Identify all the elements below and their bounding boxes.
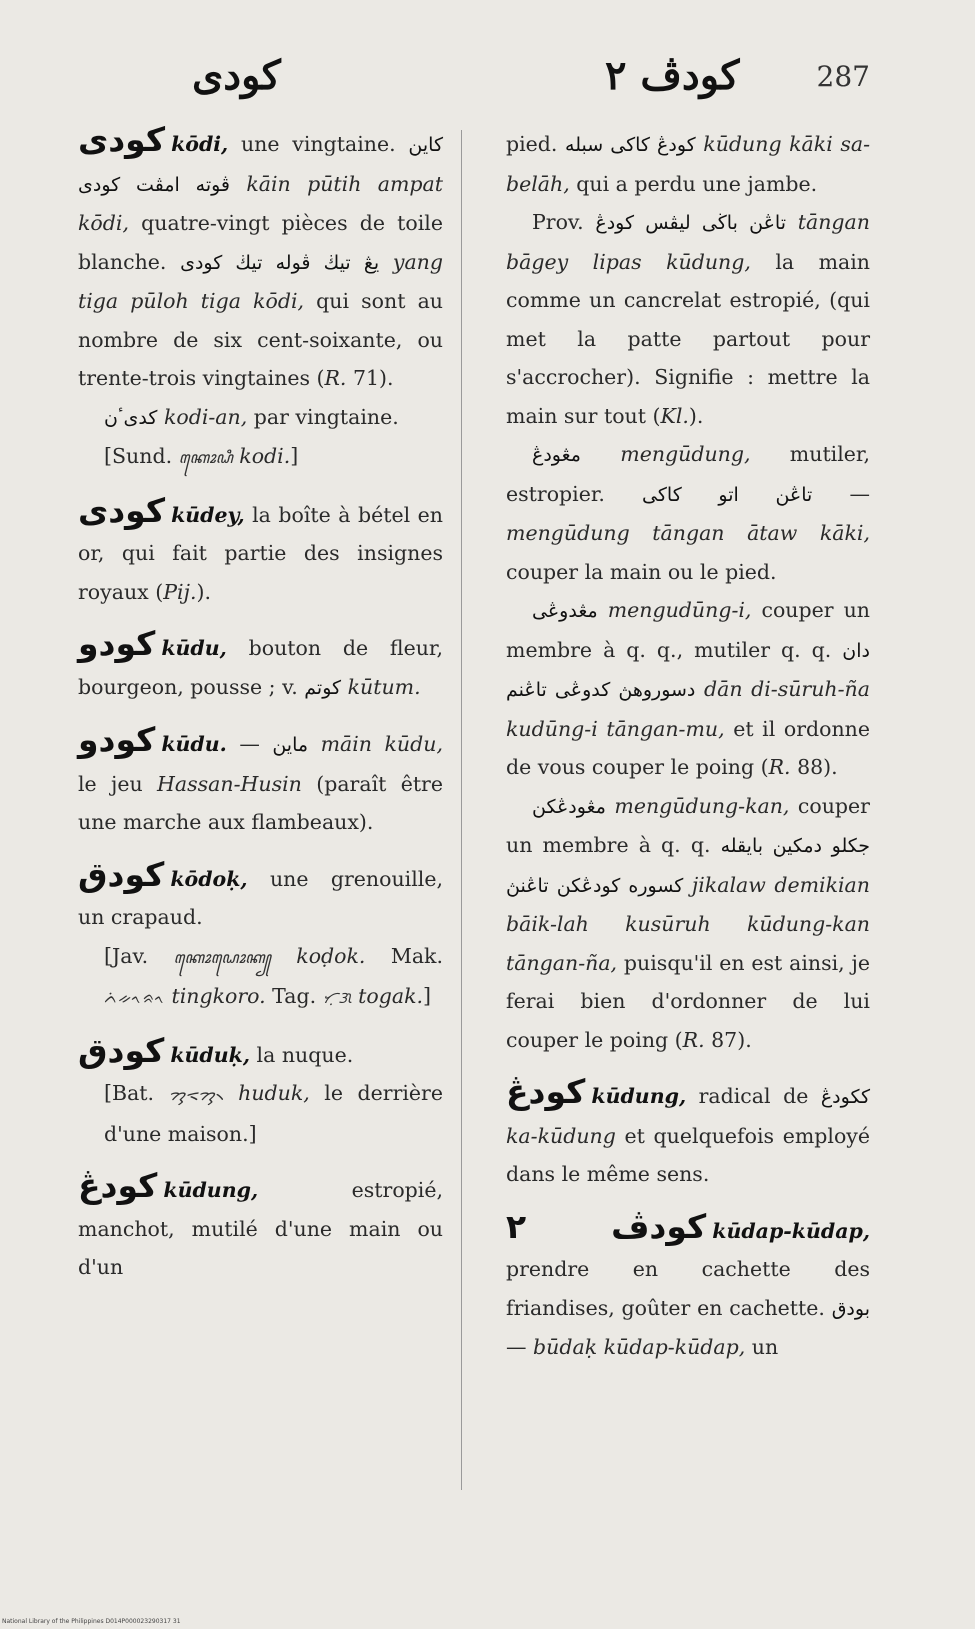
transliteration: mengūdung, [620,442,751,466]
page-number: 287 [816,60,870,93]
definition-end: 71). [346,366,394,390]
arabic-example: كودڠ كاكى سبله [565,134,696,156]
arabic-headword: كودى [78,490,166,530]
arabic-example: كدىٴن [104,406,158,429]
definition: la boîte à bétel en or, qui fait partie des insignes royaux ( [78,502,443,604]
arabic-example: ككودڠ [820,1086,870,1108]
definition: qui sont au nombre de six cent-soixante, ou trente-trois vingtaines ( [78,289,443,390]
entry-kodi [78,120,444,398]
transliteration: ka-kūdung [506,1123,616,1148]
entry-mengudung [506,435,870,591]
definition-end: ). [196,579,211,604]
transliteration: mengūdung-kan, [614,793,790,818]
note-label: Tag. [265,984,323,1008]
headword: kōdi, [171,132,229,156]
note-end: ] [290,444,299,468]
arabic-example: يڠ تيڬ ڤوله تيڬ كودى [180,251,380,274]
definition: une vingtaine. [228,132,409,156]
transliteration: kodi-an, [163,404,248,429]
cognate-note [78,1074,443,1153]
definition: — [226,732,273,756]
entry-kudap-kudap [506,1206,870,1367]
transliteration: togak. [358,984,424,1008]
arabic-headword: كودو [78,720,156,759]
arabic-example: دان دسوروهڽ كدوڠى تاڠنم [506,639,870,701]
definition: couper un membre à q. q. [506,793,870,857]
definition: qui a perdu une jambe. [569,171,818,196]
transliteration: kodi. [239,444,291,468]
cognate-note [78,437,443,478]
arabic-example: تاڠن اتو كاكى [642,483,813,506]
running-head-left: كودى [192,52,281,99]
definition: radical de [686,1084,821,1108]
source-ref: R. [324,366,347,390]
headword: kūdung, [163,1178,259,1202]
arabic-example: بودق [831,1297,870,1320]
entry-kuduk [78,1030,443,1075]
script-sample: ᨈᨗᨀᨚᨑᨚ [104,988,165,1007]
definition: couper un membre à q. q., mutiler q. q. [506,598,870,662]
arabic-headword: كودو [78,624,156,663]
definition: une grenouille, un crapaud. [78,866,443,929]
arabic-example: كوتم [304,676,342,699]
note-label: [Bat. [104,1081,169,1105]
entry-mengudung-kan [506,787,870,1060]
arabic-example: جكلو دمكين بايقله كسوره كودڠكن تاڠنڽ [506,835,870,897]
definition: la main comme un cancrelat estropié, (qui met la patte partout pour s'accrocher). Signifie : mettre la main sur tout ( [506,249,870,428]
script-sample: ꦏꦺꦴꦝꦶ [178,448,233,467]
definition: — [812,481,870,506]
headword: kūdey, [171,502,245,527]
definition: estropié, manchot, mutilé d'une main ou d'un [78,1178,443,1279]
transliteration: dān di-sūruh-ña kudūng-i tāngan-mu, [506,677,870,741]
arabic-headword: كودڤ ٢ [506,1206,707,1246]
entry-kudung-cont [506,125,870,203]
transliteration: mengūdung tāngan ātaw kāki, [506,521,870,545]
arabic-headword: كودق [78,854,165,894]
entry-kudu-1 [78,624,443,707]
transliteration: koḍok. [296,943,366,968]
entry-mengudung-i [506,591,870,787]
definition: bouton de fleur, bourgeon, pousse ; v. [78,636,443,699]
entry-kudey [78,490,443,612]
note-label: [Jav. [104,943,174,968]
arabic-headword: كودق [78,1030,165,1070]
note-label: [Sund. [104,444,179,468]
script-sample: ᜆᜓᜄ [322,988,352,1007]
arabic-example: مڠدوڠى [532,600,598,622]
headword: kūduḳ, [170,1042,251,1067]
source-ref: R. [768,755,791,779]
definition: la nuque. [250,1042,354,1067]
transliteration: kūdung kāki sa-belāh, [506,132,870,196]
headword: kōdoḳ, [170,866,248,891]
definition-end: (paraît être une marche aux flambeaux). [78,771,443,834]
transliteration: būdaḳ kūdap-kūdap, [533,1335,746,1359]
entry-kudung-radical [506,1072,870,1194]
transliteration: kūtum. [347,674,421,699]
source-ref: R. [682,1027,705,1052]
transliteration: tāngan bāgey lipas kūdung, [506,210,870,274]
proverb-label: Prov. [532,210,596,234]
entry-kodi-an [78,398,443,438]
arabic-headword: كودى [78,120,166,159]
arabic-example: كاين ڤوته امڤت كودى [78,134,443,196]
definition-end: 88). [790,755,838,779]
note-end: ] [423,984,432,1008]
cognate-note [78,937,443,1018]
definition: et il ordonne de vous couper le poing ( [506,716,870,779]
headword: kūdu. [161,732,227,756]
running-head-right: كودڤ ٢ [605,52,740,99]
transliteration: mengudūng-i, [607,598,752,622]
headword: kūdu, [161,636,227,660]
definition-end: couper la main ou le pied. [506,559,777,584]
arabic-example: مڠودڠ [532,444,581,466]
definition-end: et quelquefois employé dans le même sens. [506,1123,870,1186]
transliteration: yang tiga pūloh tiga kōdi, [78,249,444,313]
column-divider [461,130,462,1490]
transliteration: kāin pūtih ampat kōdi, [78,171,443,235]
left-column [78,120,444,1287]
note-label: Mak. [365,943,443,968]
definition: quatre-vingt pièces de toile blanche. [78,211,443,274]
source-ref: Pij. [163,579,197,604]
transliteration: māin kūdu, [320,732,443,756]
source-ref: Kl. [660,403,689,428]
arabic-example: مڠودڠكن [532,795,606,818]
definition-end: un [745,1335,779,1359]
definition-end: 87). [704,1027,752,1052]
arabic-headword: كودڠ [506,1072,586,1111]
headword: kūdung, [591,1084,687,1108]
transliteration: tingkoro. [171,984,266,1008]
right-column [506,125,870,1367]
arabic-example: تاڠن باڬى ليڤس كودڠ [595,212,787,234]
arabic-example: ماين [272,734,309,756]
definition: prendre en cachette des friandises, goûter en cachette. [506,1257,870,1320]
definition: par vingtaine. [247,404,399,429]
transliteration: huduk, [238,1081,310,1105]
transliteration: Hassan-Husin [157,771,302,796]
entry-kudu-2 [78,720,443,842]
arabic-headword: كودڠ [78,1166,158,1205]
note-end: le derrière d'une maison.] [104,1081,443,1146]
entry-kudung [78,1166,443,1287]
definition: mutiler, estropier. [506,442,870,506]
proverb [506,203,870,435]
scan-footer: National Library of the Philippines D014P000023290317 31 [2,1618,181,1625]
definition: le jeu [78,771,158,796]
definition: pied. [506,132,566,156]
definition-end: ). [688,403,704,428]
definition: puisqu'il en est ainsi, je ferai bien d'ordonner de lui couper le poing ( [506,950,870,1052]
headword: kūdap-kūdap, [712,1218,870,1243]
entry-kodok [78,854,443,937]
script-sample: ꦏꦺꦴꦝꦺꦴꦏ꧀ [173,947,271,967]
transliteration: jikalaw demikian bāik-lah kusūruh kūdung-kan tāngan-ña, [506,872,870,975]
script-sample: ᯂᯮᯑᯮᯂ᯲ [168,1085,224,1104]
definition: — [506,1335,534,1359]
